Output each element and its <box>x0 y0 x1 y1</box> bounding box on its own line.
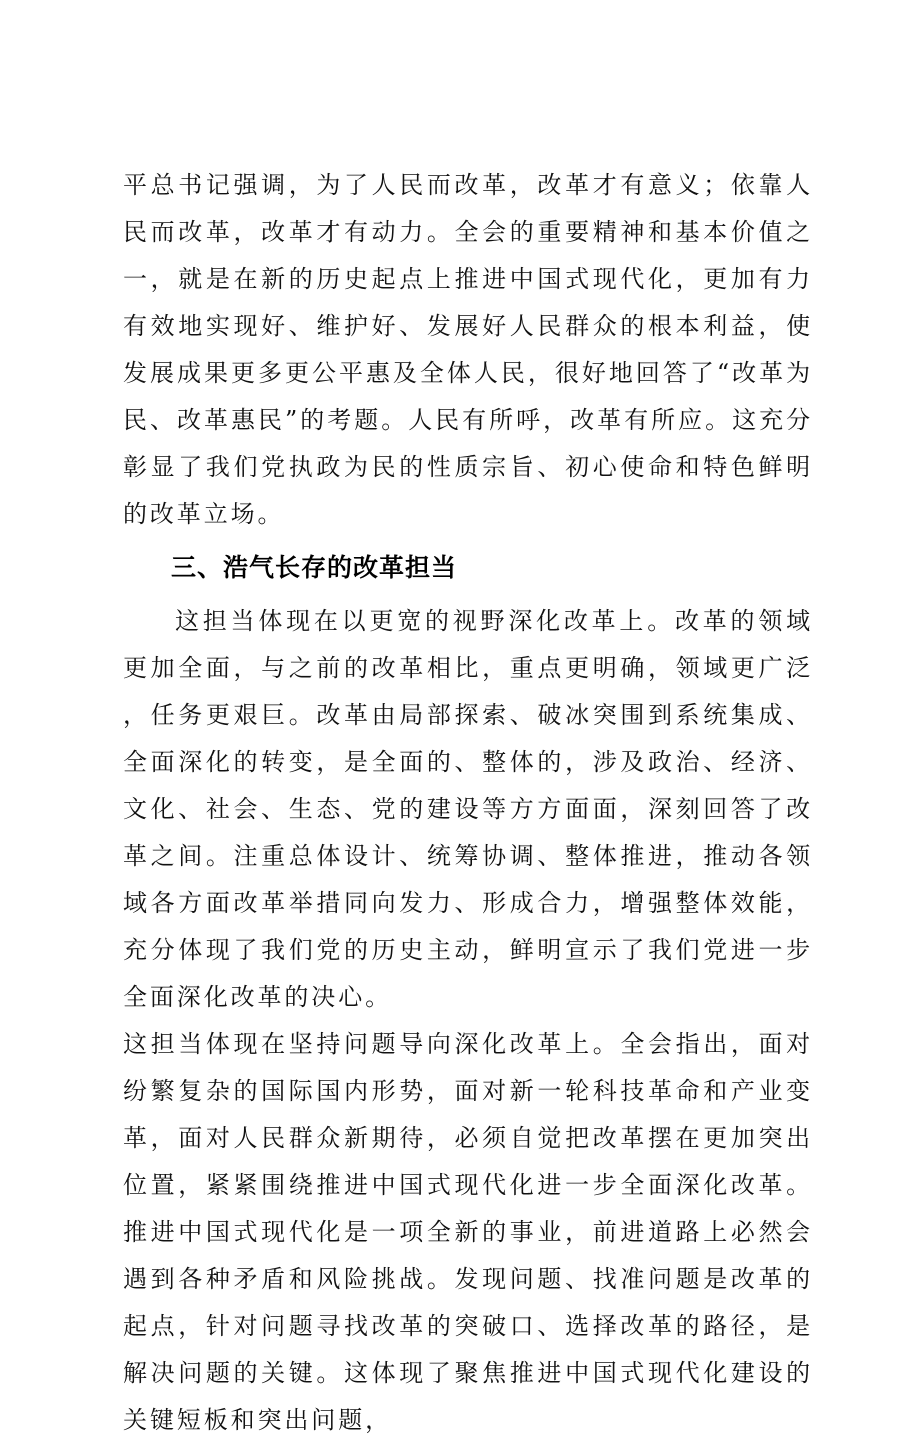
paragraph-problem-oriented: 这担当体现在坚持问题导向深化改革上。全会指出，面对纷繁复杂的国际国内形势，面对新一轮科技革命和产业变革，面对人民群众新期待，必须自觉把改革摆在更加突出位置，紧紧围绕推进中国式现代化进一步全面深化改革。推进中国式现代化是一项全新的事业，前进道路上必然会遇到各种矛盾和风险挑战。发现问题、找准问题是改革的起点，针对问题寻找改革的突破口、选择改革的路径，是解决问题的关键。这体现了聚焦推进中国式现代化建设的关键短板和突出问题， <box>123 1030 813 1434</box>
section-heading-reform-commitment: 三、浩气长存的改革担当 <box>171 553 458 582</box>
paragraph-people-centered: 平总书记强调，为了人民而改革，改革才有意义；依靠人民而改革，改革才有动力。全会的重要精神和基本价值之一，就是在新的历史起点上推进中国式现代化，更加有力有效地实现好、维护好、发展好人民群众的根本利益，使发展成果更多更公平惠及全体人民，很好地回答了“改革为民、改革惠民”的考题。人民有所呼，改革有所应。这充分彰显了我们党执政为民的性质宗旨、初心使命和特色鲜明的改革立场。 <box>123 171 813 528</box>
paragraph-broader-vision: 这担当体现在以更宽的视野深化改革上。改革的领域更加全面，与之前的改革相比，重点更明确，领域更广泛，任务更艰巨。改革由局部探索、破冰突围到系统集成、全面深化的转变，是全面的、整体的，涉及政治、经济、文化、社会、生态、党的建设等方方面面，深刻回答了改革之间。注重总体设计、统筹协调、整体推进，推动各领域各方面改革举措同向发力、形成合力，增强整体效能，充分体现了我们党的历史主动，鲜明宣示了我们党进一步全面深化改革的决心。 <box>123 607 813 1011</box>
document-body <box>123 162 813 1444</box>
